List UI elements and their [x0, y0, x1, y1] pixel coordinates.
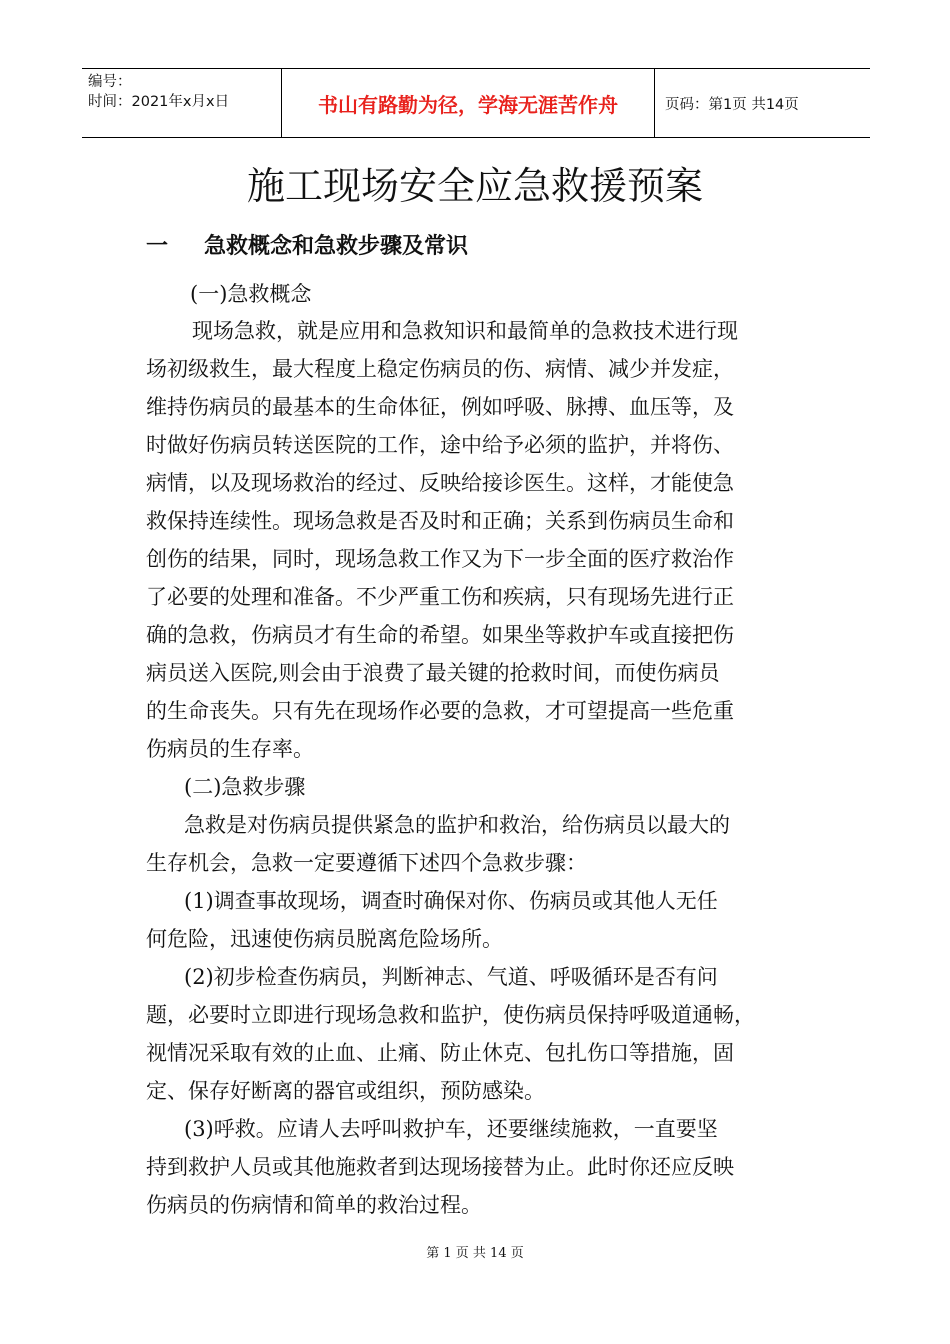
body-line: 病情，以及现场救治的经过、反映给接诊医生。这样，才能使急 [146, 471, 734, 495]
body-line: 题，必要时立即进行现场急救和监护，使伤病员保持呼吸道通畅， [146, 1003, 755, 1027]
code-label: 编号： [88, 74, 132, 90]
body-line: 了必要的处理和准备。不少严重工伤和疾病，只有现场先进行正 [146, 585, 734, 609]
section-heading [146, 230, 468, 264]
body-line: (二)急救步骤 [184, 775, 306, 799]
body-line: 确的急救，伤病员才有生命的希望。如果坐等救护车或直接把伤 [146, 623, 734, 647]
page-footer: 第 1 页 共 14 页 [426, 1246, 524, 1261]
body-line: (2)初步检查伤病员，判断神志、气道、呼吸循环是否有问 [184, 965, 718, 989]
section-title: 急救概念和急救步骤及常识 [204, 234, 469, 259]
body-line: 急救是对伤病员提供紧急的监护和救治，给伤病员以最大的 [184, 813, 730, 837]
body-line: 现场急救，就是应用和急救知识和最简单的急救技术进行现 [192, 319, 738, 343]
body-line: 的生命丧失。只有先在现场作必要的急救，才可望提高一些危重 [146, 699, 734, 723]
body-line: 伤病员的生存率。 [146, 737, 314, 761]
header-meta [82, 69, 281, 137]
page-header [82, 68, 870, 138]
body-line: 救保持连续性。现场急救是否及时和正确；关系到伤病员生命和 [146, 509, 734, 533]
body-line: 时做好伤病员转送医院的工作，途中给予必须的监护，并将伤、 [146, 433, 734, 457]
section-number: 一 [146, 234, 169, 259]
body-line: 生存机会，急救一定要遵循下述四个急救步骤： [146, 851, 587, 875]
body-line: 持到救护人员或其他施救者到达现场接替为止。此时你还应反映 [146, 1155, 734, 1179]
body-line: 伤病员的伤病情和简单的救治过程。 [146, 1193, 482, 1217]
body-line: 维持伤病员的最基本的生命体征，例如呼吸、脉搏、血压等，及 [146, 395, 734, 419]
body-line: 何危险，迅速使伤病员脱离危险场所。 [146, 927, 503, 951]
document-title: 施工现场安全应急救援预案 [246, 164, 703, 208]
body-line: 定、保存好断离的器官或组织，预防感染。 [146, 1079, 545, 1103]
header-page-info: 页码：第1页 共14页 [665, 96, 799, 113]
body-line: 视情况采取有效的止血、止痛、防止休克、包扎伤口等措施，固 [146, 1041, 734, 1065]
time-label: 时间：2021年x月x日 [88, 94, 230, 110]
body-line: (3)呼救。应请人去呼叫救护车，还要继续施救，一直要坚 [184, 1117, 718, 1141]
body-line: 病员送入医院,则会由于浪费了最关键的抢救时间，而使伤病员 [146, 661, 720, 685]
body-line: (一)急救概念 [190, 282, 312, 306]
body-line: (1)调查事故现场，调查时确保对你、伤病员或其他人无任 [184, 889, 718, 913]
header-motto: 书山有路勤为径，学海无涯苦作舟 [281, 69, 655, 137]
body-line: 场初级救生，最大程度上稳定伤病员的伤、病情、减少并发症， [146, 357, 734, 381]
body-line: 创伤的结果，同时，现场急救工作又为下一步全面的医疗救治作 [146, 547, 734, 571]
